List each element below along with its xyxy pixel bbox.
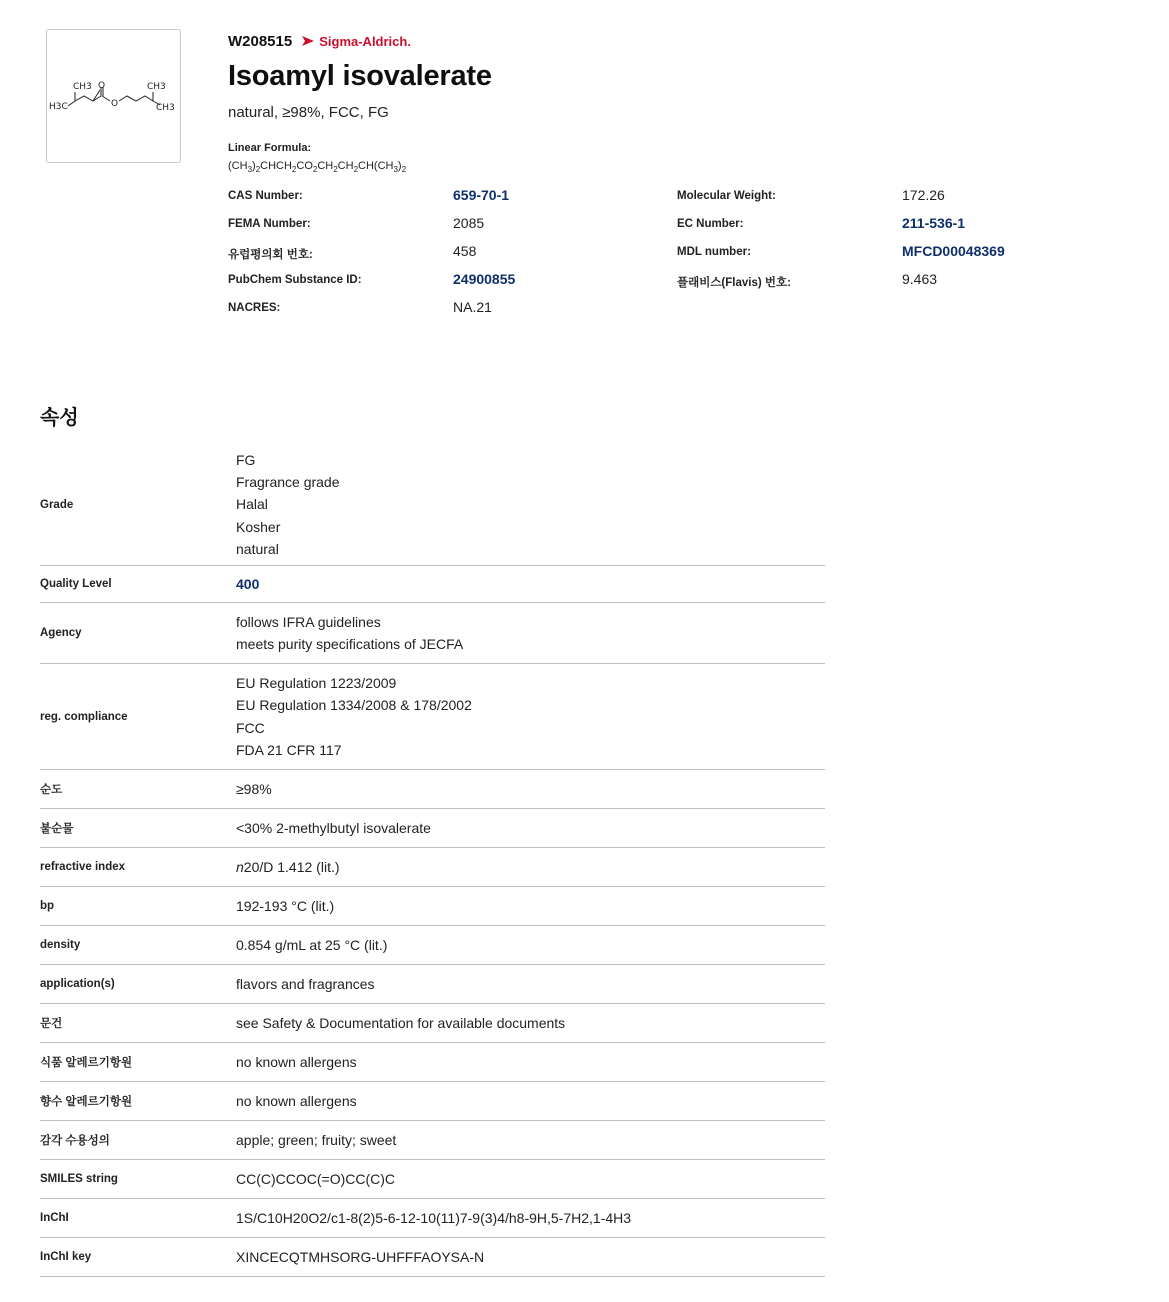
formula-subscript: 2 — [353, 165, 359, 175]
property-label: refractive index — [40, 861, 126, 873]
formula-part: CH — [337, 160, 354, 172]
property-label: reg. compliance — [40, 710, 128, 723]
identifier-row — [228, 213, 1128, 241]
property-values — [236, 778, 825, 800]
identifier-value-link[interactable]: MFCD00048369 — [902, 243, 1005, 259]
property-value: ≥98% — [236, 780, 272, 797]
property-value: meets purity specifications of JECFA — [236, 636, 464, 652]
property-row — [40, 664, 825, 770]
identifier-grid — [228, 185, 1128, 325]
properties-table — [40, 444, 825, 1277]
property-values — [236, 1090, 825, 1112]
property-value: EU Regulation 1334/2008 & 178/2002 — [236, 697, 472, 714]
property-label: 순도 — [40, 784, 63, 796]
property-row — [40, 1082, 825, 1121]
linear-formula-value — [228, 160, 406, 174]
property-value: FCC — [236, 719, 265, 736]
property-row — [40, 887, 825, 926]
property-label: 식품 알레르기항원 — [40, 1057, 133, 1069]
formula-subscript: 2 — [291, 165, 297, 175]
property-row — [40, 1199, 825, 1238]
formula-part: ) — [397, 160, 402, 172]
identifier-label: MDL number: — [677, 246, 751, 258]
identifier-label: 플래비스(Flavis) 번호: — [677, 277, 791, 289]
identifier-value: NA.21 — [453, 299, 492, 315]
structure-image[interactable] — [46, 29, 181, 163]
property-row — [40, 848, 825, 887]
property-value: n20/D 1.412 (lit.) — [236, 858, 340, 875]
property-label: Agency — [40, 627, 82, 639]
formula-subscript: 3 — [247, 165, 253, 175]
property-label: InChI key — [40, 1251, 92, 1263]
property-row — [40, 926, 825, 965]
property-values — [236, 1168, 825, 1190]
property-value: natural — [236, 540, 279, 557]
structure-label: CH3 — [73, 82, 92, 92]
property-label: application(s) — [40, 978, 115, 990]
property-value: Fragrance grade — [236, 474, 340, 491]
formula-subscript: 2 — [312, 165, 318, 175]
property-label: 향수 알레르기항원 — [40, 1096, 133, 1108]
identifier-label: PubChem Substance ID: — [228, 274, 362, 286]
molecule-structure — [47, 30, 182, 164]
property-label: Grade — [40, 498, 74, 511]
formula-part: (CH — [228, 160, 248, 172]
formula-subscript: 2 — [333, 165, 338, 175]
identifier-value: 458 — [453, 243, 477, 259]
property-value: follows IFRA guidelines — [236, 613, 381, 630]
property-values — [236, 672, 825, 761]
brand-link[interactable] — [301, 34, 411, 49]
formula-part: CHCH — [260, 160, 292, 172]
properties-heading: 속성 — [40, 407, 79, 429]
structure-label: O — [98, 81, 106, 91]
property-label: bp — [40, 900, 55, 912]
property-values — [236, 573, 825, 595]
property-label: 문건 — [40, 1018, 63, 1030]
product-header — [228, 30, 1128, 121]
property-values — [236, 1012, 825, 1034]
identifier-label: Molecular Weight: — [677, 190, 776, 202]
identifier-label: 유럽평의회 번호: — [228, 249, 313, 261]
property-row — [40, 1160, 825, 1199]
identifier-value: 9.463 — [902, 271, 938, 287]
property-values — [236, 449, 825, 560]
property-values — [236, 817, 825, 839]
property-values — [236, 1051, 825, 1073]
property-row — [40, 770, 825, 809]
property-label: 감각 수용성의 — [40, 1135, 110, 1147]
property-value: no known allergens — [236, 1053, 357, 1070]
property-values — [236, 934, 825, 956]
property-row — [40, 1004, 825, 1043]
property-row — [40, 809, 825, 848]
property-value: EU Regulation 1223/2009 — [236, 674, 397, 691]
property-value: 1S/C10H20O2/c1-8(2)5-6-12-10(11)7-9(3)4/h8-9H,5-7H2,1-4H3 — [236, 1209, 632, 1226]
property-value: <30% 2-methylbutyl isovalerate — [236, 819, 431, 836]
identifier-label: FEMA Number: — [228, 218, 311, 230]
property-values — [236, 895, 825, 917]
identifier-row — [228, 241, 1128, 269]
property-label: density — [40, 939, 81, 951]
property-value: see Safety & Documentation for available documents — [236, 1014, 566, 1031]
property-row — [40, 444, 825, 566]
product-title: Isoamyl isovalerate — [228, 60, 492, 92]
product-subtitle: natural, ≥98%, FCC, FG — [228, 104, 389, 121]
property-row — [40, 1043, 825, 1082]
property-value: 0.854 g/mL at 25 °C (lit.) — [236, 936, 388, 953]
property-values — [236, 856, 825, 878]
brand-arrow-icon — [301, 35, 315, 47]
identifier-value-link[interactable]: 211-536-1 — [902, 215, 966, 231]
identifier-row — [228, 269, 1128, 297]
formula-subscript: 2 — [255, 165, 261, 175]
property-label: SMILES string — [40, 1173, 118, 1185]
property-values — [236, 1129, 825, 1151]
identifier-label: NACRES: — [228, 302, 281, 314]
identifier-row — [228, 185, 1128, 213]
identifier-value-link[interactable]: 24900855 — [453, 271, 516, 287]
structure-label: H3C — [49, 102, 68, 112]
formula-part: ) — [252, 160, 256, 172]
structure-label: CH3 — [156, 103, 175, 113]
linear-formula-label: Linear Formula: — [228, 142, 312, 154]
formula-part: CO — [296, 160, 313, 172]
brand-name: Sigma-Aldrich. — [319, 33, 411, 49]
property-values — [236, 973, 825, 995]
formula-part: CH — [317, 160, 334, 172]
structure-label: O — [111, 99, 119, 109]
formula-subscript: 3 — [393, 165, 398, 175]
property-row — [40, 1238, 825, 1277]
property-value: Kosher — [236, 518, 281, 535]
property-value: XINCECQTMHSORG-UHFFFAOYSA-N — [236, 1248, 485, 1265]
property-label: Quality Level — [40, 578, 112, 590]
identifier-value: 172.26 — [902, 187, 945, 203]
property-row — [40, 603, 825, 664]
property-label: 불순물 — [40, 823, 74, 835]
identifier-label: CAS Number: — [228, 190, 303, 202]
property-row — [40, 1121, 825, 1160]
identifier-label: EC Number: — [677, 218, 744, 230]
identifier-value-link[interactable]: 659-70-1 — [453, 187, 510, 203]
property-row — [40, 566, 825, 603]
property-values — [236, 1207, 825, 1229]
identifier-row — [228, 297, 1128, 325]
property-value-link[interactable]: 400 — [236, 575, 260, 592]
property-values — [236, 1246, 825, 1268]
formula-subscript: 2 — [401, 165, 407, 175]
property-value: CC(C)CCOC(=O)CC(C)C — [236, 1170, 396, 1187]
property-value: FG — [236, 451, 256, 468]
formula-part: CH(CH — [358, 160, 394, 172]
identifier-value: 2085 — [453, 215, 485, 231]
product-sku: W208515 — [228, 32, 293, 50]
property-value: Halal — [236, 496, 268, 513]
property-value: 192-193 °C (lit.) — [236, 897, 335, 914]
property-values — [236, 611, 825, 656]
property-value: no known allergens — [236, 1092, 357, 1109]
property-label: InChI — [40, 1212, 69, 1224]
property-value: apple; green; fruity; sweet — [236, 1131, 397, 1148]
structure-label: CH3 — [147, 82, 166, 92]
property-value: flavors and fragrances — [236, 975, 375, 992]
property-row — [40, 965, 825, 1004]
property-value: FDA 21 CFR 117 — [236, 741, 342, 758]
